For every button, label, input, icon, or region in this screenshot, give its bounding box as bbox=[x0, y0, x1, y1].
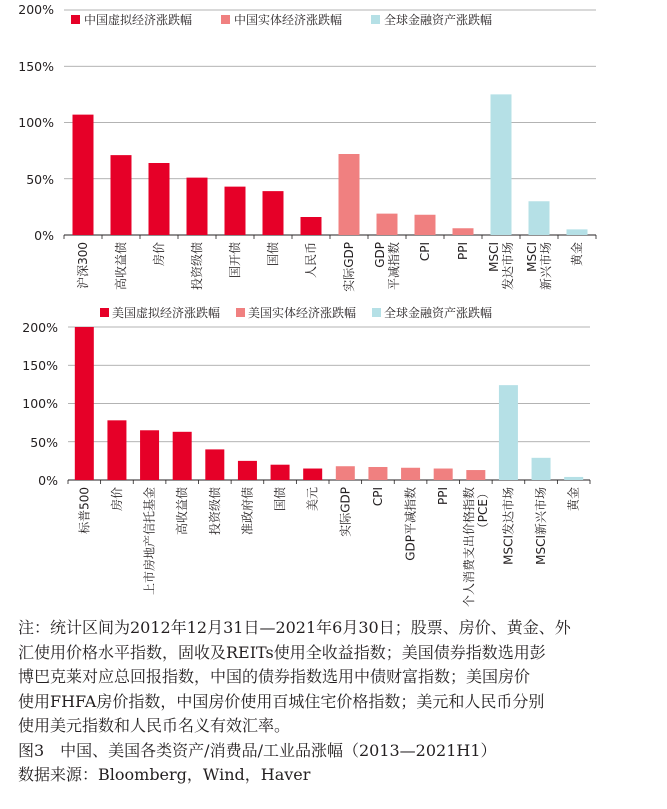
bar bbox=[401, 468, 420, 480]
category-label: 投资级债 bbox=[190, 242, 204, 291]
category-label: PPI bbox=[456, 242, 470, 261]
bar bbox=[453, 228, 474, 235]
category-label: 发达市场 bbox=[501, 242, 515, 291]
y-tick-label: 100% bbox=[22, 396, 58, 411]
category-label: GDP平减指数 bbox=[403, 487, 418, 561]
bar bbox=[205, 449, 224, 480]
category-label: 高收益债 bbox=[175, 487, 190, 536]
y-tick-label: 50% bbox=[26, 172, 54, 187]
y-tick-label: 150% bbox=[18, 59, 54, 74]
category-label: MSCI新兴市场 bbox=[534, 487, 549, 565]
bar bbox=[499, 385, 518, 480]
bar bbox=[491, 94, 512, 235]
legend-swatch-finance bbox=[371, 15, 380, 24]
bar bbox=[238, 461, 257, 480]
us-asset-chart bbox=[0, 300, 667, 612]
bars bbox=[64, 94, 596, 239]
category-label: 黄金 bbox=[570, 242, 584, 267]
category-label: 个人消费支出价格指数 bbox=[461, 487, 476, 608]
bar bbox=[149, 163, 170, 235]
legend-label-finance: 全球金融资产涨跌幅 bbox=[384, 13, 493, 27]
y-tick-label: 100% bbox=[18, 115, 54, 130]
category-label: （PCE） bbox=[475, 487, 490, 535]
bar bbox=[107, 420, 126, 480]
category-label: GDP bbox=[373, 242, 387, 268]
legend-swatch-real bbox=[236, 308, 245, 317]
y-tick-label: 200% bbox=[22, 320, 58, 335]
note-line: 使用美元指数和人民币名义有效汇率。 bbox=[18, 716, 291, 735]
category-label: 国债 bbox=[266, 242, 280, 267]
bars bbox=[68, 327, 590, 484]
figure-title: 图3 中国、美国各类资产/消费品/工业品涨幅（2013—2021H1） bbox=[18, 740, 497, 760]
y-axis bbox=[18, 2, 54, 243]
bar bbox=[173, 432, 192, 480]
y-tick-label: 0% bbox=[34, 228, 54, 243]
category-label: 实际GDP bbox=[338, 487, 353, 537]
bar bbox=[532, 458, 551, 480]
y-axis bbox=[22, 320, 58, 488]
bar bbox=[466, 470, 485, 480]
legend-swatch-virtual bbox=[71, 15, 80, 24]
category-label: MSCI bbox=[525, 242, 539, 272]
bar bbox=[377, 214, 398, 235]
y-tick-label: 200% bbox=[18, 2, 54, 17]
bar bbox=[225, 187, 246, 235]
bar bbox=[73, 115, 94, 235]
bar bbox=[415, 215, 436, 235]
category-label: 投资级债 bbox=[207, 487, 222, 536]
bar bbox=[529, 201, 550, 235]
category-labels bbox=[76, 487, 580, 607]
category-label: 房价 bbox=[152, 242, 166, 267]
category-label: 新兴市场 bbox=[539, 242, 553, 291]
bar bbox=[336, 466, 355, 480]
note-line: 使用FHFA房价指数，中国房价使用百城住宅价格指数；美元和人民币分别 bbox=[18, 691, 545, 711]
category-label: 上市房地产信托基金 bbox=[142, 487, 157, 596]
y-tick-label: 150% bbox=[22, 358, 58, 373]
category-label: 黄金 bbox=[566, 487, 581, 512]
category-label: 美元 bbox=[305, 487, 320, 512]
legend-label-finance: 全球金融资产涨跌幅 bbox=[384, 306, 493, 320]
bar bbox=[564, 477, 583, 480]
category-label: 房价 bbox=[109, 487, 124, 512]
category-label: 准政府债 bbox=[240, 487, 255, 536]
china-asset-chart bbox=[0, 0, 667, 300]
bar bbox=[111, 155, 132, 235]
category-label: 沪深300 bbox=[76, 242, 90, 289]
legend-swatch-real bbox=[221, 15, 230, 24]
bar bbox=[339, 154, 360, 235]
category-label: MSCI发达市场 bbox=[501, 487, 516, 565]
category-label: 实际GDP bbox=[342, 242, 356, 292]
category-label: 国开债 bbox=[228, 242, 242, 279]
bar bbox=[187, 178, 208, 235]
category-labels bbox=[75, 242, 584, 292]
bar bbox=[567, 229, 588, 235]
bar bbox=[368, 467, 387, 480]
y-tick-label: 0% bbox=[38, 473, 58, 488]
category-label: 国债 bbox=[273, 487, 288, 512]
y-tick-label: 50% bbox=[30, 435, 58, 450]
notes-block bbox=[18, 616, 658, 788]
category-label: CPI bbox=[370, 487, 385, 507]
legend bbox=[100, 305, 492, 320]
legend-label-virtual: 美国虚拟经济涨跌幅 bbox=[112, 306, 221, 320]
bar bbox=[263, 191, 284, 235]
bar bbox=[434, 469, 453, 480]
legend-swatch-virtual bbox=[100, 308, 109, 317]
bar bbox=[75, 327, 94, 480]
category-label: MSCI bbox=[487, 242, 501, 272]
legend-label-real: 美国实体经济涨跌幅 bbox=[248, 306, 357, 320]
note-line: 汇使用价格水平指数，固收及REITs使用全收益指数；美国债券指数选用彭 bbox=[18, 642, 546, 662]
category-label: 平减指数 bbox=[387, 242, 401, 291]
bar bbox=[140, 430, 159, 480]
bar bbox=[271, 465, 290, 480]
legend-label-virtual: 中国虚拟经济涨跌幅 bbox=[84, 13, 193, 27]
data-source: 数据来源：Bloomberg，Wind，Haver bbox=[18, 765, 311, 784]
legend-label-real: 中国实体经济涨跌幅 bbox=[234, 13, 343, 27]
category-label: 标普500 bbox=[77, 487, 92, 534]
note-line: 博巴克莱对应总回报指数，中国的债券指数选用中债财富指数；美国房价 bbox=[18, 667, 531, 686]
bar bbox=[301, 217, 322, 235]
category-label: 人民币 bbox=[304, 242, 318, 279]
legend-swatch-finance bbox=[372, 308, 381, 317]
category-label: CPI bbox=[418, 242, 432, 262]
note-line: 注：统计区间为2012年12月31日—2021年6月30日；股票、房价、黄金、外 bbox=[18, 618, 571, 637]
category-label: PPI bbox=[436, 487, 451, 506]
bar bbox=[303, 469, 322, 480]
category-label: 高收益债 bbox=[114, 242, 128, 291]
legend bbox=[71, 12, 492, 27]
